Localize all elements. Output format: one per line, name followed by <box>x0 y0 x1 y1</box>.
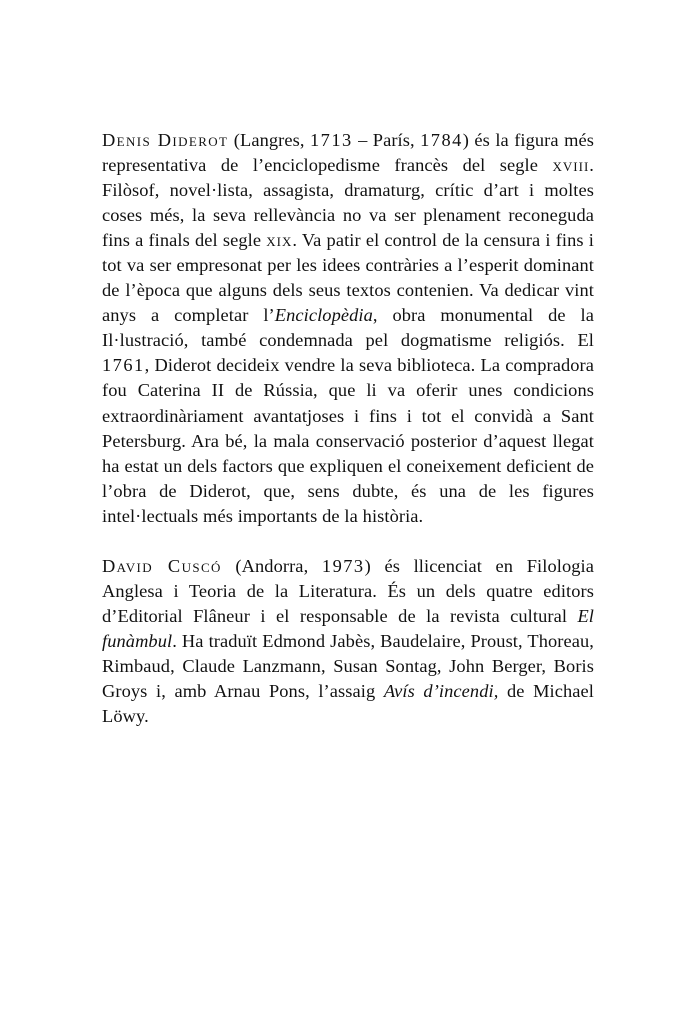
text-run-oldstyle-num: 1973 <box>321 555 365 576</box>
biography-paragraph-cusco <box>102 554 594 729</box>
text-run-roman: (Andorra, <box>221 555 322 576</box>
text-run-roman: . Va patir el control de la censura i fins i tot va ser empresonat per les idees contràries a l’esperit dominant de l’època que alguns dels seus textos contenien. Va dedicar vint anys a completar l’ <box>102 230 594 326</box>
text-run-italic: Avís d’incendi, <box>383 680 499 701</box>
text-run-roman: de Michael Löwy. <box>102 680 594 727</box>
text-run-oldstyle-num: 1713 <box>309 130 353 150</box>
text-run-roman: . Filòsof, novel·lista, assagista, dramaturg, crític d’art i moltes coses més, la seva rellevància no va ser plenament reconeguda fins a finals del segle <box>102 155 594 251</box>
text-run-smallcaps: xviii <box>552 155 590 176</box>
text-run-roman: ) és llicenciat en Filologia Anglesa i Teoria de la Literatura. És un dels quatre editors d’Editorial Flâneur i el responsable de la revista cultural <box>102 555 594 626</box>
text-run-oldstyle-num: 1761 <box>102 355 145 376</box>
text-run-roman: . Ha traduït Edmond Jabès, Baudelaire, Proust, Thoreau, Rimbaud, Claude Lanzmann, Susan Sontag, John Berger, Boris Groys i, amb Arnau Pons, l’assaig <box>102 630 594 701</box>
text-run-italic: Enciclopèdia <box>274 305 373 326</box>
biography-text-block <box>102 128 594 729</box>
text-run-smallcaps: xix <box>266 230 293 251</box>
text-run-smallcaps-name: David Cuscó <box>102 555 222 576</box>
text-run-roman: ) és la figura més representativa de l’enciclopedisme francès del segle <box>102 130 594 176</box>
text-run-roman: , Diderot decideix vendre la seva biblioteca. La compradora fou Caterina II de Rússia, que li va oferir unes condicions extraordinàriament avantatjoses i fins i tot el convidà a Sant Petersburg. Ara bé, la mala conservació posterior d’aquest llegat ha estat un dels factors que expliquen el coneixement deficient de l’obra de Diderot, que, sens dubte, és una de les figures intel·lectuals més importants de la història. <box>102 355 594 526</box>
text-run-oldstyle-num: 1784 <box>420 130 463 150</box>
text-run-roman: – París, <box>352 130 421 150</box>
biography-paragraph-diderot <box>102 128 594 529</box>
text-run-roman: , obra monumental de la Il·lustració, també condemnada pel dogmatisme religiós. El <box>102 305 594 351</box>
text-run-italic: El funàmbul <box>102 605 594 651</box>
text-run-smallcaps-name: Denis Diderot <box>102 130 229 150</box>
text-run-roman: (Langres, <box>228 130 310 150</box>
